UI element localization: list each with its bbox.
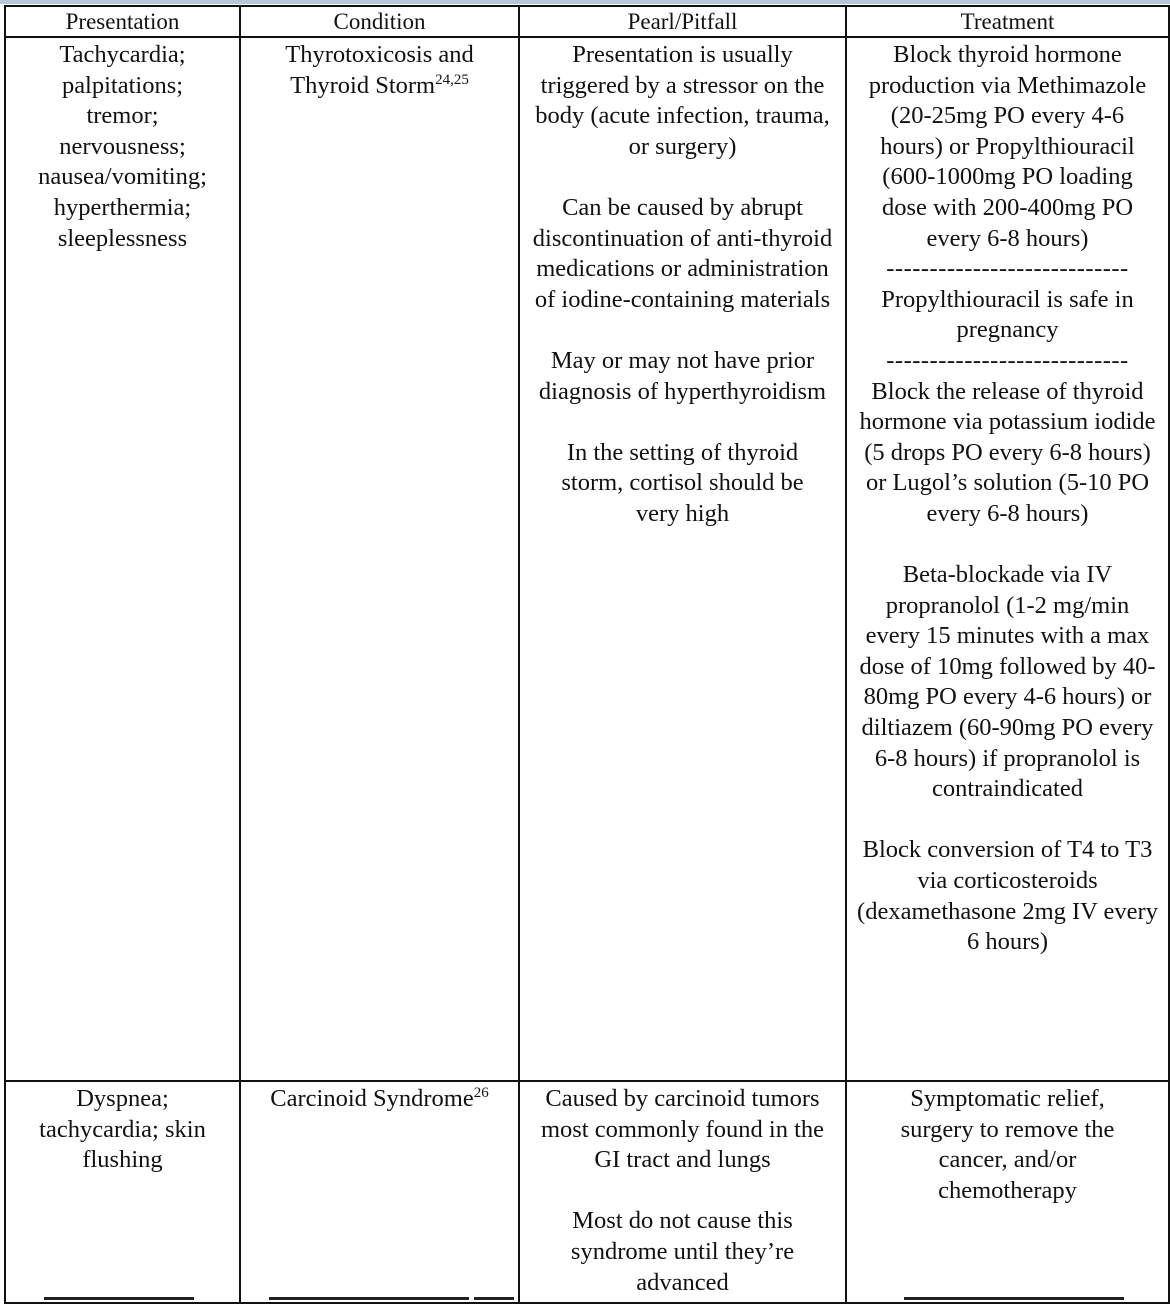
pearl-paragraph: May or may not have prior diagnosis of hyperthyroidism (538, 346, 827, 405)
condition-cell (240, 37, 519, 1081)
pearl-pitfall-cell (519, 1081, 846, 1303)
treatment-cell (846, 37, 1169, 1081)
pearl-paragraph: In the setting of thyroid storm, cortisol should be very high (561, 438, 804, 527)
treatment-paragraph: Symptomatic relief, surgery to remove the cancer, and/or chemotherapy (900, 1085, 1115, 1204)
treatment-paragraph: Propylthiouracil is safe in pregnancy (881, 285, 1134, 344)
presentation-line: hyperthermia; (53, 193, 192, 221)
header-condition: Condition (240, 6, 519, 37)
pearl-paragraph: Most do not cause this syndrome until they’re advanced (570, 1207, 795, 1296)
treatment-divider: ---------------------------- (886, 255, 1129, 283)
treatment-paragraph: Block the release of thyroid hormone via potassium iodide (5 drops PO every 6-8 hours) or Lugol’s solution (5-10 PO every 6-8 hours) (859, 377, 1156, 527)
pearl-paragraph: Presentation is usually triggered by a stressor on the body (acute infection, trauma, or surgery) (535, 41, 830, 160)
differential-table (4, 5, 1170, 1304)
presentation-line: sleeplessness (57, 224, 188, 252)
presentation-line: tremor; (86, 102, 159, 130)
pearl-pitfall-cell (519, 37, 846, 1081)
header-pearl-pitfall: Pearl/Pitfall (519, 6, 846, 37)
presentation-line: Dyspnea; tachycardia; skin flushing (39, 1085, 206, 1174)
treatment-paragraph: Block conversion of T4 to T3 via corticosteroids (dexamethasone 2mg IV every 6 hours) (857, 836, 1158, 956)
window-top-edge (0, 0, 1170, 4)
condition-cell (240, 1081, 519, 1303)
condition-name: Thyrotoxicosis and Thyroid Storm (285, 41, 474, 99)
presentation-line: nausea/vomiting; (38, 163, 207, 191)
presentation-cell (5, 1081, 240, 1303)
table-row (5, 1081, 1169, 1303)
table-row (5, 37, 1169, 1081)
header-treatment: Treatment (846, 6, 1169, 37)
presentation-line: palpitations; (61, 71, 184, 99)
presentation-cell (5, 37, 240, 1081)
treatment-paragraph: Block thyroid hormone production via Methimazole (20-25mg PO every 4-6 hours) or Propylthiouracil (600-1000mg PO loading dose with 200-400mg PO every 6-8 hours) (868, 41, 1147, 252)
next-row-cutoff (4, 1297, 1168, 1302)
pearl-paragraph: Caused by carcinoid tumors most commonly found in the GI tract and lungs (540, 1085, 825, 1174)
reference-superscript: 26 (473, 1085, 489, 1101)
condition-name: Carcinoid Syndrome (270, 1085, 474, 1112)
treatment-divider: ---------------------------- (886, 346, 1129, 374)
header-row (5, 6, 1169, 37)
treatment-paragraph: Beta-blockade via IV propranolol (1-2 mg/min every 15 minutes with a max dose of 10mg followed by 40-80mg PO every 4-6 hours) or diltiazem (60-90mg PO every 6-8 hours) if propranolol is contraindicated (859, 561, 1156, 803)
pearl-paragraph: Can be caused by abrupt discontinuation of anti-thyroid medications or administration of iodine-containing materials (532, 193, 833, 313)
presentation-line: Tachycardia; (59, 41, 186, 68)
presentation-line: nervousness; (59, 132, 186, 160)
header-presentation: Presentation (5, 6, 240, 37)
treatment-cell (846, 1081, 1169, 1303)
reference-superscript: 24,25 (435, 71, 469, 88)
